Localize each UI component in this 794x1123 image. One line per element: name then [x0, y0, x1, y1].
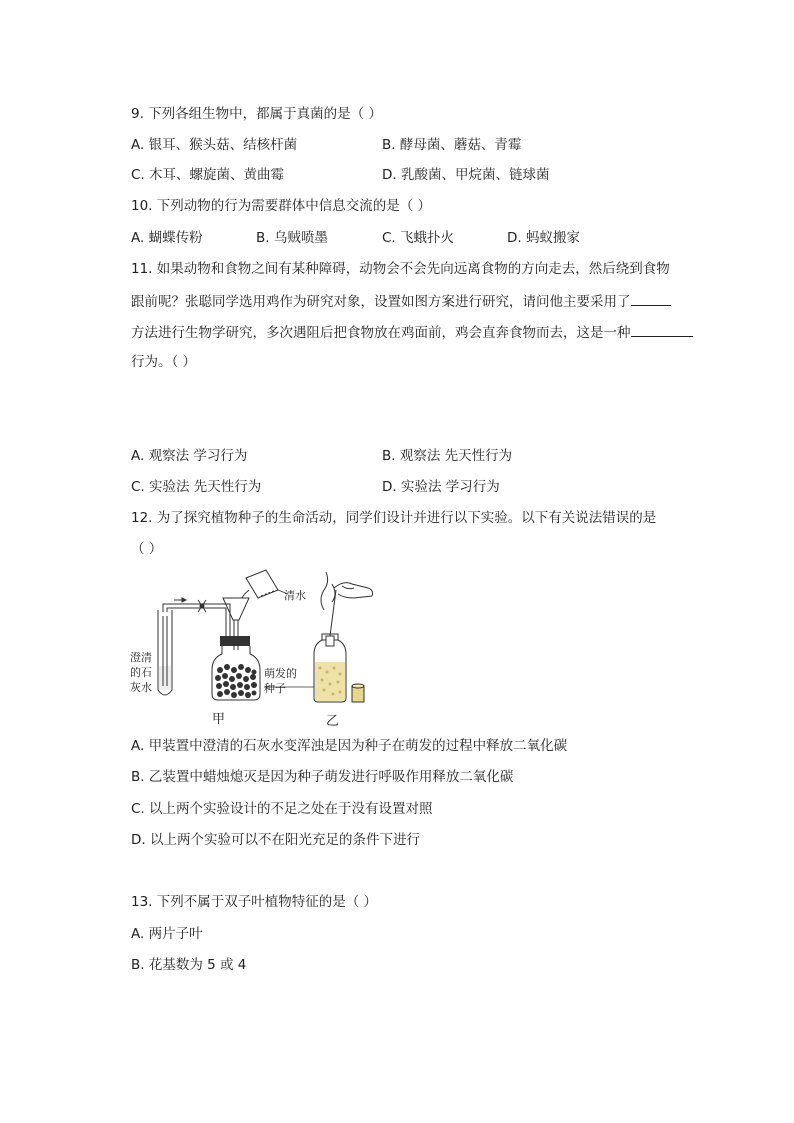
q11-line2 — [131, 291, 671, 312]
q13-stem: 13. 下列不属于双子叶植物特征的是（ ） — [131, 894, 378, 910]
q11-line4: 行为。（ ） — [131, 354, 197, 370]
q12-line2: （ ） — [131, 541, 163, 557]
experiment-diagram — [128, 566, 378, 728]
hand-icon — [334, 583, 373, 598]
label-seeds — [264, 666, 297, 696]
q12-option-c: C. 以上两个实验设计的不足之处在于没有设置对照 — [131, 801, 433, 817]
q11-line3-text: 方法进行生物学研究，多次遇阻后把食物放在鸡面前，鸡会直奔食物而去，这是一种 — [131, 325, 631, 341]
q10-option-a: A. 蝴蝶传粉 — [131, 230, 203, 246]
delivery-tube — [163, 598, 230, 644]
experiment-figure — [128, 566, 378, 728]
q12-line1: 12. 为了探究植物种子的生命活动，同学们设计并进行以下实验。以下有关说法错误的是 — [131, 510, 657, 526]
q9-option-b: B. 酵母菌、蘑菇、青霉 — [382, 137, 522, 153]
label-limewater-1: 澄清 — [130, 651, 152, 664]
q10-stem: 10. 下列动物的行为需要群体中信息交流的是（ ） — [131, 198, 432, 214]
q11-option-a: A. 观察法 学习行为 — [131, 448, 248, 464]
beaker-icon — [242, 570, 278, 598]
label-limewater-2: 的石 — [130, 666, 152, 679]
q10-option-b: B. 乌贼喷墨 — [256, 230, 328, 246]
q9-option-a: A. 银耳、猴头菇、结核杆菌 — [131, 137, 298, 153]
seeds-jia — [215, 664, 257, 698]
q11-line3 — [131, 322, 693, 343]
q11-option-b: B. 观察法 先天性行为 — [382, 448, 513, 464]
q12-option-b: B. 乙装置中蜡烛熄灭是因为种子萌发进行呼吸作用释放二氧化碳 — [131, 769, 514, 785]
q11-option-c: C. 实验法 先天性行为 — [131, 479, 262, 495]
small-cylinder — [352, 684, 364, 702]
q11-line1: 11. 如果动物和食物之间有某种障碍，动物会不会先向远离食物的方向走去，然后绕到食物 — [131, 261, 670, 277]
label-limewater — [130, 650, 152, 695]
answer-blank-1 — [631, 291, 671, 306]
q13-option-a: A. 两片子叶 — [131, 926, 203, 942]
label-limewater-3: 灰水 — [130, 681, 152, 694]
q9-option-d: D. 乳酸菌、甲烷菌、链球菌 — [382, 167, 550, 183]
q10-option-d: D. 蚂蚁搬家 — [507, 230, 580, 246]
stopper — [220, 636, 250, 646]
label-water: 清水 — [284, 589, 306, 602]
answer-blank-2 — [631, 322, 693, 337]
clamp-icon — [198, 600, 206, 612]
q10-option-c: C. 飞蛾扑火 — [382, 230, 455, 246]
label-seeds-2: 种子 — [264, 682, 286, 695]
q13-option-b: B. 花基数为 5 或 4 — [131, 957, 247, 973]
q11-option-d: D. 实验法 学习行为 — [382, 479, 500, 495]
q12-option-a: A. 甲装置中澄清的石灰水变浑浊是因为种子在萌发的过程中释放二氧化碳 — [131, 738, 568, 754]
q11-line2-text: 跟前呢？张聪同学选用鸡作为研究对象，设置如图方案进行研究，请问他主要采用了 — [131, 294, 631, 310]
q12-option-d: D. 以上两个实验可以不在阳光充足的条件下进行 — [131, 832, 420, 848]
label-jia: 甲 — [212, 712, 226, 727]
label-seeds-1: 萌发的 — [264, 667, 297, 680]
q9-option-c: C. 木耳、螺旋菌、黄曲霉 — [131, 167, 285, 183]
test-tube — [158, 608, 172, 695]
label-yi: 乙 — [326, 714, 340, 729]
q9-stem: 9. 下列各组生物中，都属于真菌的是（ ） — [131, 106, 382, 122]
